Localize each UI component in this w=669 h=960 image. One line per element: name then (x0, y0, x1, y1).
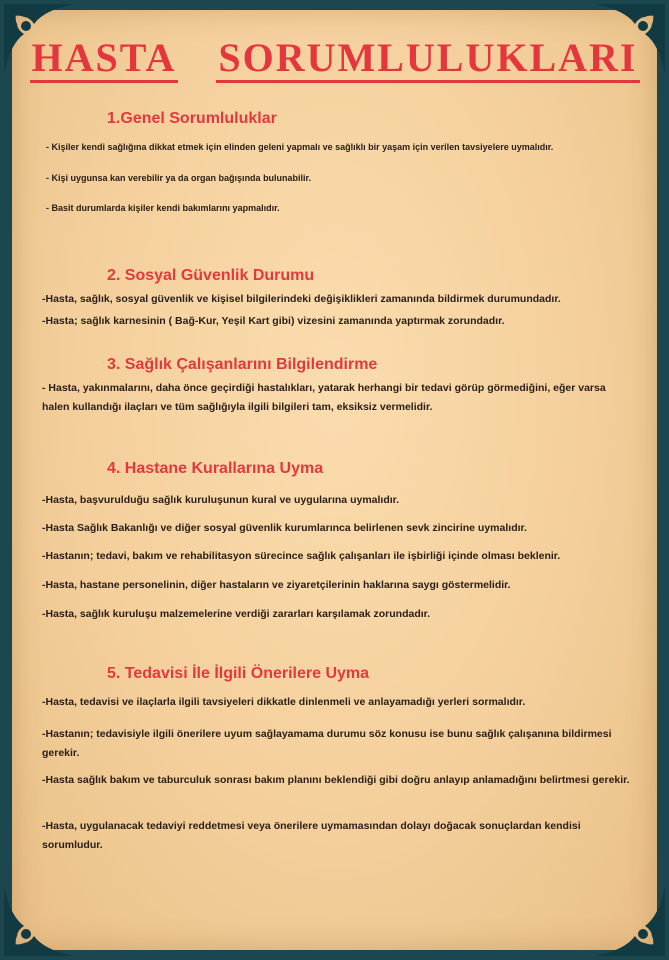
title-word-1: HASTA (30, 35, 179, 83)
list-item: - Basit durumlarda kişiler kendi bakımlarını yapmalıdır. (46, 203, 280, 213)
list-item: -Hasta, sağlık kuruluşu malzemelerine verdiği zararları karşılamak zorundadır. (42, 608, 431, 620)
list-item: -Hasta sağlık bakım ve taburculuk sonrası bakım planını beklendiği gibi doğru anlayıp anlamadığını belirtmesi gerekir. (42, 774, 630, 786)
list-item: -Hasta, başvurulduğu sağlık kuruluşunun kural ve uygularına uymalıdır. (42, 494, 400, 506)
list-item: - Kişi uygunsa kan verebilir ya da organ bağışında bulunabilir. (46, 173, 312, 183)
section-heading-sosyal-guvenlik: 2. Sosyal Güvenlik Durumu (107, 267, 315, 284)
section-heading-genel: 1.Genel Sorumluluklar (107, 110, 277, 127)
list-item: -Hasta, sağlık, sosyal güvenlik ve kişisel bilgilerindeki değişiklikleri zamanında bildirmek durumundadır. (42, 293, 561, 305)
section-heading-tedavi-onerileri: 5. Tedavisi İle İlgili Önerilere Uyma (107, 665, 370, 682)
list-item: - Kişiler kendi sağlığına dikkat etmek için elinden geleni yapmalı ve sağlıklı bir yaşam için verilen tavsiyelere uymalıdır. (46, 142, 554, 152)
list-item: -Hasta Sağlık Bakanlığı ve diğer sosyal güvenlik kurumlarınca belirlenen sevk zincirine uymalıdır. (42, 522, 527, 534)
list-item: -Hastanın; tedavisiyle ilgili önerilere uyum sağlayamama durumu söz konusu ise bunu sağlık çalışanına bildirmesi gerekir. (42, 728, 612, 759)
list-item: -Hasta, uygulanacak tedaviyi reddetmesi veya önerilere uymamasından dolayı doğacak sonuçlardan kendisi sorumludur. (42, 820, 581, 851)
list-item: -Hasta, tedavisi ve ilaçlarla ilgili tavsiyeleri dikkatle dinlenmeli ve anlayamadığı yerleri sormalıdır. (42, 696, 526, 708)
list-item: -Hasta; sağlık karnesinin ( Bağ-Kur, Yeşil Kart gibi) vizesini zamanında yaptırmak zorundadır. (42, 315, 505, 327)
list-item: -Hastanın; tedavi, bakım ve rehabilitasyon sürecince sağlık çalışanları ile işbirliği içinde olması beklenir. (42, 550, 561, 562)
ornament-corner-bottom-right (595, 886, 665, 956)
page-title (0, 34, 669, 81)
ornament-corner-bottom-left (4, 886, 74, 956)
list-item: - Hasta, yakınmalarını, daha önce geçirdiği hastalıkları, yatarak herhangi bir tedavi görüp görmediğini, eğer varsa halen kullandığı ilaçları ve tüm sağlığıyla ilgili bilgileri tam, eksiksiz vermelidir. (42, 382, 606, 413)
list-item: -Hasta, hastane personelinin, diğer hastaların ve ziyaretçilerinin haklarına saygı göstermelidir. (42, 579, 511, 591)
section-heading-hastane-kurallari: 4. Hastane Kurallarına Uyma (107, 460, 324, 477)
section-heading-bilgilendirme: 3. Sağlık Çalışanlarını Bilgilendirme (107, 356, 378, 373)
title-word-2: SORUMLULUKLARI (216, 35, 639, 83)
